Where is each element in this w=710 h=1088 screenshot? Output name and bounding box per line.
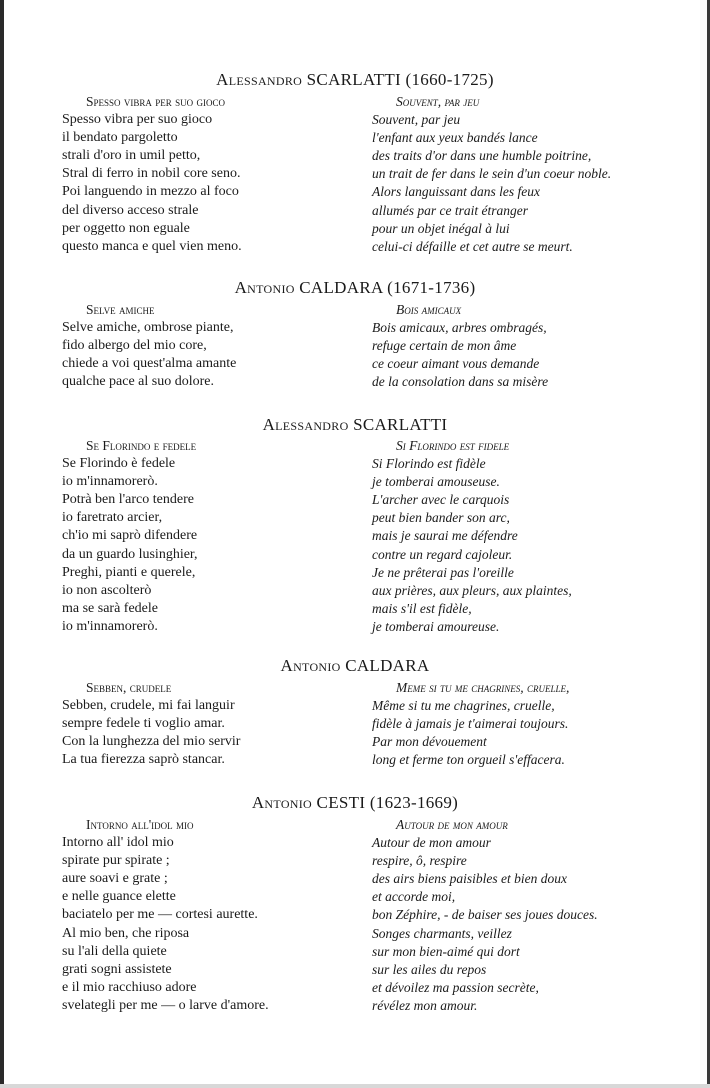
french-line: Si Florindo est fidèle [372, 456, 486, 472]
french-line: refuge certain de mon âme [372, 338, 517, 354]
french-translation [372, 93, 672, 256]
italian-line: fido albergo del mio core, [62, 338, 207, 354]
french-line: pour un objet inégal à lui [372, 220, 510, 236]
italian-line: io non ascolterò [62, 582, 152, 598]
italian-line: il bendato pargoletto [62, 130, 178, 146]
italian-line: Se Florindo è fedele [62, 456, 176, 472]
french-line: contre un regard cajoleur. [372, 546, 513, 562]
french-line: l'enfant aux yeux bandés lance [372, 130, 538, 146]
italian-line: baciatelo per me — cortesi aurette. [62, 907, 258, 923]
italian-line: Sebben, crudele, mi fai languir [62, 698, 235, 714]
italian-line: grati sogni assistete [62, 961, 172, 977]
italian-text [62, 93, 352, 256]
italian-line: svelategli per me — o larve d'amore. [62, 997, 269, 1013]
italian-line: qualche pace al suo dolore. [62, 374, 214, 390]
french-line: peut bien bander son arc, [372, 510, 510, 526]
italian-line: ma se sarà fedele [62, 600, 158, 616]
italian-line: su l'ali della quiete [62, 943, 167, 959]
french-line: long et ferme ton orgueil s'effacera. [372, 752, 565, 768]
italian-title: Sebben, crudele [86, 680, 172, 695]
french-line: Bois amicaux, arbres ombragés, [372, 320, 547, 336]
italian-line: chiede a voi quest'alma amante [62, 356, 237, 372]
french-line: Autour de mon amour [372, 835, 491, 851]
french-line: un trait de fer dans le sein d'un coeur noble. [372, 166, 612, 182]
french-line: révélez mon amour. [372, 997, 478, 1013]
italian-line: e il mio racchiuso adore [62, 979, 197, 995]
french-line: Songes charmants, veillez [372, 925, 512, 941]
composer-heading: Alessandro SCARLATTI [262, 415, 448, 434]
italian-line: Intorno all' idol mio [62, 835, 174, 851]
french-line: et dévoilez ma passion secrète, [372, 979, 539, 995]
italian-line: io faretrato arcier, [62, 510, 163, 526]
french-line: je tomberai amouseuse. [372, 474, 500, 490]
french-line: fidèle à jamais je t'aimerai toujours. [372, 716, 569, 732]
italian-line: Stral di ferro in nobil core seno. [62, 166, 241, 182]
french-line: mais s'il est fidèle, [372, 600, 472, 616]
french-title: Bois amicaux [396, 302, 462, 317]
italian-line: sempre fedele ti voglio amar. [62, 716, 225, 732]
composer-heading: Antonio CESTI (1623-1669) [251, 793, 459, 812]
italian-line: ch'io mi saprò difendere [62, 528, 198, 544]
french-line: respire, ô, respire [372, 853, 467, 869]
french-translation [372, 679, 672, 769]
french-title: Meme si tu me chagrines, cruelle, [396, 680, 570, 695]
italian-text [62, 301, 352, 391]
scan-edge-left [0, 0, 4, 1088]
french-line: de la consolation dans sa misère [372, 374, 549, 390]
italian-title: Spesso vibra per suo gioco [86, 94, 226, 109]
italian-line: Poi languendo in mezzo al foco [62, 184, 239, 200]
italian-line: io m'innamorerò. [62, 474, 158, 490]
french-line: Par mon dévouement [372, 734, 487, 750]
french-line: sur mon bien-aimé qui dort [372, 943, 520, 959]
italian-text [62, 816, 352, 1015]
french-line: allumés par ce trait étranger [372, 202, 528, 218]
italian-line: aure soavi e grate ; [62, 871, 168, 887]
italian-text [62, 679, 352, 769]
italian-title: Selve amiche [86, 302, 155, 317]
italian-line: io m'innamorerò. [62, 618, 158, 634]
italian-title: Intorno all'idol mio [86, 817, 194, 832]
french-line: bon Zéphire, - de baiser ses joues douces. [372, 907, 598, 923]
italian-line: e nelle guance elette [62, 889, 176, 905]
composer-heading: Alessandro SCARLATTI (1660-1725) [216, 70, 494, 89]
italian-text [62, 437, 352, 636]
italian-line: spirate pur spirate ; [62, 853, 170, 869]
italian-line: Con la lunghezza del mio servir [62, 734, 241, 750]
french-line: Souvent, par jeu [372, 112, 461, 128]
french-line: aux prières, aux pleurs, aux plaintes, [372, 582, 572, 598]
french-line: celui-ci défaille et cet autre se meurt. [372, 238, 573, 254]
french-line: des airs biens paisibles et bien doux [372, 871, 567, 887]
italian-title: Se Florindo e fedele [86, 438, 197, 453]
italian-line: Al mio ben, che riposa [62, 925, 190, 941]
italian-line: Potrà ben l'arco tendere [62, 492, 194, 508]
french-line: L'archer avec le carquois [372, 492, 510, 508]
composer-heading: Antonio CALDARA [280, 656, 430, 675]
french-line: et accorde moi, [372, 889, 456, 905]
french-line: Je ne prêterai pas l'oreille [372, 564, 514, 580]
french-line: Même si tu me chagrines, cruelle, [372, 698, 555, 714]
french-line: sur les ailes du repos [372, 961, 487, 977]
italian-line: La tua fierezza saprò stancar. [62, 752, 225, 768]
french-title: Souvent, par jeu [396, 94, 480, 109]
french-line: ce coeur aimant vous demande [372, 356, 540, 372]
composer-heading: Antonio CALDARA (1671-1736) [234, 278, 476, 297]
french-line: je tomberai amoureuse. [372, 618, 500, 634]
french-line: des traits d'or dans une humble poitrine, [372, 148, 592, 164]
scan-edge-bottom [0, 1084, 710, 1088]
french-line: mais je saurai me défendre [372, 528, 518, 544]
italian-line: strali d'oro in umil petto, [62, 148, 201, 164]
french-line: Alors languissant dans les feux [372, 184, 540, 200]
french-translation [372, 437, 672, 636]
french-title: Si Florindo est fidele [396, 438, 510, 453]
italian-line: Spesso vibra per suo gioco [62, 112, 213, 128]
italian-line: da un guardo lusinghier, [62, 546, 198, 562]
italian-line: del diverso acceso strale [62, 202, 199, 218]
italian-line: Selve amiche, ombrose piante, [62, 320, 234, 336]
french-translation [372, 816, 672, 1015]
french-title: Autour de mon amour [396, 817, 508, 832]
italian-line: Preghi, pianti e querele, [62, 564, 196, 580]
italian-line: questo manca e quel vien meno. [62, 238, 242, 254]
italian-line: per oggetto non eguale [62, 220, 190, 236]
french-translation [372, 301, 672, 391]
